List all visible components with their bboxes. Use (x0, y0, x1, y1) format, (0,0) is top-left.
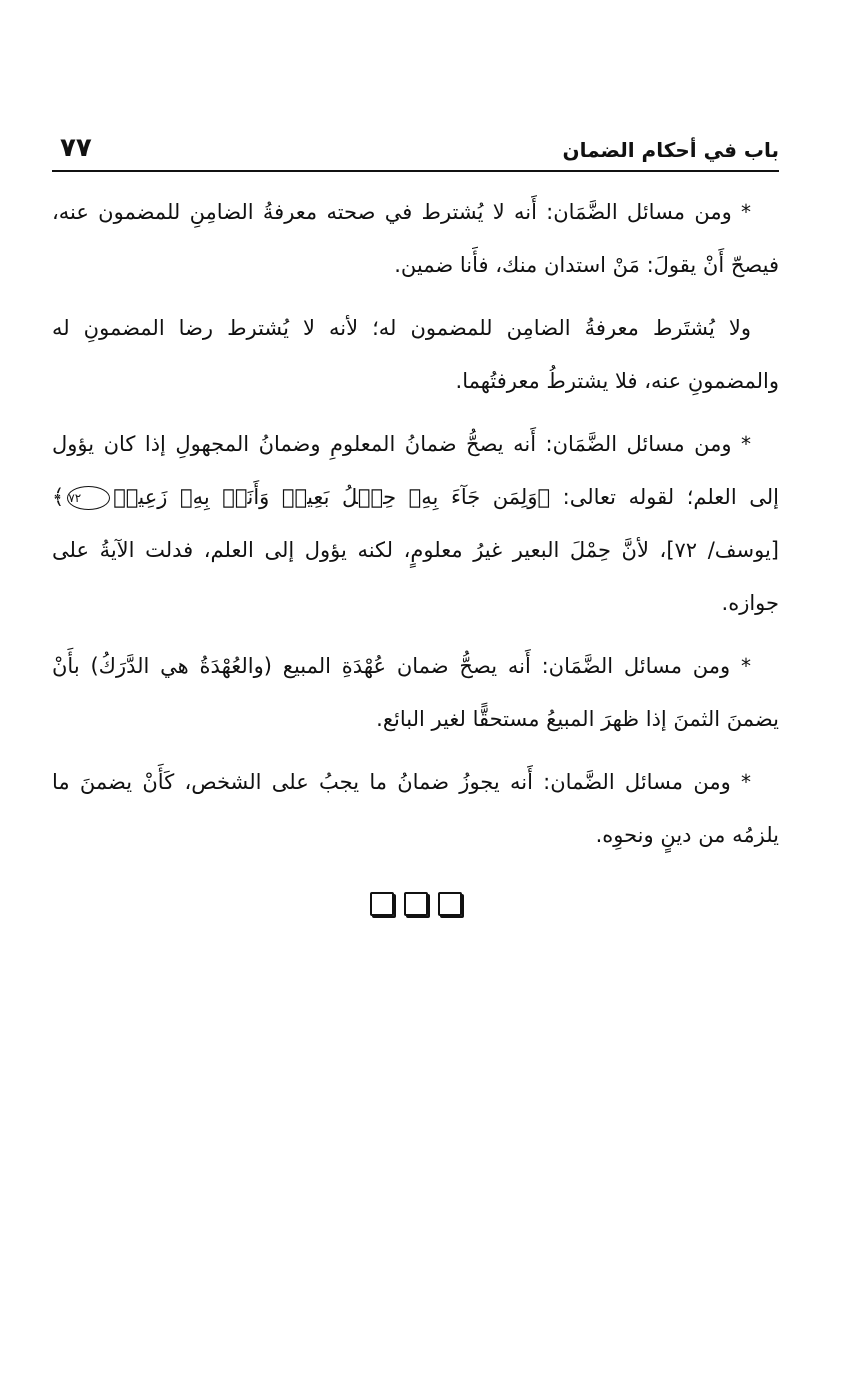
paragraph-text: ولا يُشتَرط معرفةُ الضامِن للمضمون له؛ لأنه لا يُشترط رضا المضمونِ له والمضمونِ عنه، فلا يشترطُ معرفتُهما. (52, 316, 779, 393)
ayah-number-marker: ٧٢ (67, 486, 110, 510)
bullet-star-icon: * (740, 432, 751, 456)
bullet-star-icon: * (741, 654, 751, 678)
paragraph-future-obligation (52, 756, 779, 862)
quran-verse: ﴿وَلِمَن جَآءَ بِهِۦ حِمۡلُ بَعِيرٖ وَأَنَا۠ بِهِۦ زَعِيمٞ (113, 485, 551, 509)
end-square-icon (404, 892, 428, 916)
quran-verse-close: ﴾ (52, 485, 65, 509)
paragraph-unknown-debt (52, 418, 779, 630)
running-header (52, 128, 779, 172)
book-page (52, 128, 779, 916)
paragraph-text: ومن مسائل الضَّمَان: أَنه لا يُشترط في صحته معرفةُ الضامِنِ للمضمون عنه، فيصحّ أَنْ يقولَ: مَنْ استدان منك، فأَنا ضمين. (52, 200, 779, 277)
end-square-icon (370, 892, 394, 916)
paragraph-text: [يوسف/ ٧٢]، لأنَّ حِمْلَ البعير غيرُ معلومٍ، لكنه يؤول إلى العلم، فدلت الآيةُ على جوازه. (52, 538, 779, 615)
paragraph-text: ومن مسائل الضَّمان: أَنه يجوزُ ضمانُ ما يجبُ على الشخص، كَأَنْ يضمنَ ما يلزمُه من دينٍ ونحوِه. (52, 770, 779, 847)
section-end-marks (52, 892, 779, 916)
bullet-star-icon: * (741, 200, 751, 224)
paragraph-text: ومن مسائل الضَّمَان: أَنه يصحُّ ضمانُ المعلومِ وضمانُ المجهولِ إذا كان يؤول إلى العلم؛ لقوله تعالى: (52, 432, 779, 509)
paragraph-anonymous-guarantor (52, 186, 779, 292)
paragraph-text: ومن مسائل الضَّمَان: أَنه يصحُّ ضمان عُهْدَةِ المبيع (والعُهْدَةُ هي الدَّرَكُ) بأَنْ يضمنَ الثمنَ إذا ظهرَ المبيعُ مستحقًّا لغير البائع. (52, 654, 779, 731)
end-square-icon (438, 892, 462, 916)
page-number: ٧٧ (60, 133, 92, 163)
chapter-title: باب في أحكام الضمان (562, 138, 779, 162)
bullet-star-icon: * (741, 770, 751, 794)
paragraph-guaranteed-party (52, 302, 779, 408)
page-body (52, 186, 779, 862)
paragraph-sale-warranty (52, 640, 779, 746)
